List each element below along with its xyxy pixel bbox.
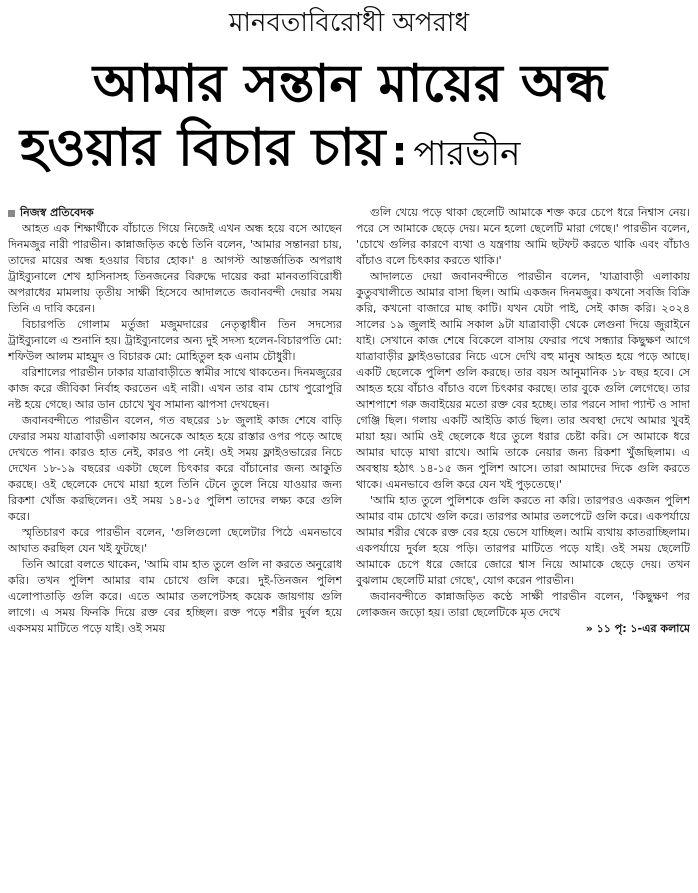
paragraph: গুলি খেয়ে পড়ে থাকা ছেলেটি আমাকে শক্ত করে চেপে ধরে নিশ্বাস নেয়। পরে সে আমাকে ছেড়ে দেয়। মনে হলো ছেলেটি মারা গেছে।' পারভীন বলেন, 'চোখে গুলির কারণে ব্যথা ও যন্ত্রণায় আমি ছটফট করতে থাকি এবং বাঁচাও বাঁচাও বলে চিৎকার করতে থাকি।' [356,206,690,267]
continuation-note: » ১১ পৃ: ১-এর কলামে [585,622,690,635]
byline-text: নিজস্ব প্রতিবেদক [20,206,94,219]
paragraph: জবানবন্দীতে কান্নাজড়িত কণ্ঠে সাক্ষী পারভীন বলেন, 'কিছুক্ষণ পর লোকজন জড়ো হয়। তারা ছেলেটিকে মৃত দেখে [356,590,690,619]
bullet-square-icon [8,210,15,217]
headline [10,52,690,186]
paragraph: আহত এক শিক্ষার্থীকে বাঁচাতে গিয়ে নিজেই এখন অন্ধ হয়ে বসে আছেন দিনমজুর নারী পারভীন। কান্নাজড়িত কণ্ঠে তিনি বলেন, 'আমার সন্তানরা চায়, তাদের মায়ের অন্ধ হওয়ার বিচার হোক।' ৪ আগস্ট আন্তর্জাতিক অপরাধ ট্রাইব্যুনালে শেখ হাসিনাসহ তিনজনের বিরুদ্ধে দায়ের করা মানবতাবিরোধী অপরাধের মামলায় তৃতীয় সাক্ষী হিসেবে আদালতে জবানবন্দী দেয়ার সময় তিনি এ দাবি করেন। [8,222,342,315]
paragraph: আদালতে দেয়া জবানবন্দীতে পারভীন বলেন, 'যাত্রাবাড়ী এলাকায় কুতুবখালীতে আমার বাসা ছিল। আমি একজন দিনমজুর। কখনো সবজি বিক্রি করি, কখনো বাজারে মাছ কাটি। যখন যেটা পাই, সেই কাজ করি। ২০২৪ সালের ১৯ জুলাই আমি সকাল ৯টা যাত্রাবাড়ী থেকে লেগুনা দিয়ে জুরাইনে যাই। সেখানে কাজ শেষে বিকেলে বাসায় ফেরার পথে সন্ধ্যার কিছুক্ষণ আগে যাত্রাবাড়ীর ফ্লাইওভারের নিচে এসে দেখি বহু মানুষ আহত হয়ে পড়ে আছে। একটি ছেলেকে পুলিশ গুলি করছে। তার বয়স আনুমানিক ১৮ বছর হবে। সে আহত হয়ে বাঁচাও বাঁচাও বলে চিৎকার করছে। তার বুকে গুলি লেগেছে। তার আশপাশে গরু জবাইয়ের মতো রক্ত বের হচ্ছে। তার পরনে সাদা প্যান্ট ও সাদা গেঞ্জি ছিল। গলায় একটি আইডি কার্ড ছিল। তার অবস্থা দেখে আমার খুবই মায়া হয়। আমি ওই ছেলেকে ধরে তুলে ধরার চেষ্টা করি। সে আমাকে ধরে আমার ঘাড়ে মাথা রাখে। আমি তাকে নেয়ার জন্য রিকশা খুঁজছিলাম। এ অবস্থায় হঠাৎ ১৪-১৫ জন পুলিশ আসে। তারা আমাদের দিকে গুলি করতে থাকে। এমনভাবে গুলি করে যেন খই পুড়তেছে।' [356,270,690,491]
byline [8,205,342,221]
paragraph: 'আমি হাত তুলে পুলিশকে গুলি করতে না করি। তারপরও একজন পুলিশ আমার বাম চোখে গুলি করে। তারপর আমার তলপেটে গুলি করে। একপর্যায়ে আমার শরীর থেকে রক্ত বের হয়ে ভেসে যাচ্ছিল। আমি ব্যথায় কাতরাচ্ছিলাম। একপর্যায়ে দুর্বল হয়ে পড়ি। তারপর মাটিতে পড়ে যাই। ওই সময় ছেলেটি আমাকে চেপে ধরে জোরে জোরে শ্বাস নিয়ে আমাকে ছেড়ে দেয়। তখন বুঝলাম ছেলেটি মারা গেছে', যোগ করেন পারভীন। [356,494,690,587]
article-body [8,205,690,887]
headline-line-2 [10,116,690,186]
headline-line-1: আমার সন্তান মায়ের অন্ধ [92,54,608,114]
paragraph: জবানবন্দীতে পারভীন বলেন, গত বছরের ১৮ জুলাই কাজ শেষে বাড়ি ফেরার সময় যাত্রাবাড়ী এলাকায় অনেকে আহত হয়ে রাস্তার ওপর পড়ে আছে দেখতে পান। কারও হাত নেই, কারও পা নেই। ওই সময় ফ্লাইওভারের নিচে দেখেন ১৮-১৯ বছরের একটা ছেলে চিৎকার করে বাঁচানোর জন্য আকুতি করছে। ওই ছেলেকে দেখে মায়া হলে তিনি টেনে তুলে নিয়ে যাওয়ার জন্য রিকশা খোঁজ করছিলেন। ওই সময় ১৪-১৫ পুলিশ তাদের লক্ষ্য করে গুলি করে। [8,414,342,523]
kicker: মানবতাবিরোধী অপরাধ [228,8,470,38]
paragraph: বিচারপতি গোলাম মর্তুজা মজুমদারের নেতৃত্বাধীন তিন সদস্যের ট্রাইব্যুনালে এ শুনানি হয়। ট্রাইব্যুনালের অন্য দুই সদস্য হলেন-বিচারপতি মো: শফিউল আলম মাহমুদ ও বিচারক মো: মোহিতুল হক এনাম চৌধুরী। [8,318,342,363]
headline-speaker: পারভীন [413,134,521,174]
paragraph: তিনি আরো বলতে থাকেন, 'আমি বাম হাত তুলে গুলি না করতে অনুরোধ করি। তখন পুলিশ আমার বাম চোখে গুলি করে। দুই-তিনজন পুলিশ এলোপাতাড়ি গুলি করে। এতে আমার তলপেটসহ কয়েক জায়গায় গুলি লাগে। এ সময় ফিনকি দিয়ে রক্ত বের হচ্ছিল। রক্ত পড়ে শরীর দুর্বল হয়ে একসময় মাটিতে পড়ে যাই। ওই সময় [8,558,342,635]
headline-colon: : [391,129,408,175]
paragraph: বরিশালের পারভীন ঢাকার যাত্রাবাড়ীতে স্বামীর সাথে থাকতেন। দিনমজুরের কাজ করে জীবিকা নির্বাহ করতেন এই নারী। এখন তার বাম চোখ পুরোপুরি নষ্ট হয়ে গেছে। আর ডান চোখে খুব সামান্য ঝাপসা দেখছেন। [8,366,342,411]
column-2 [356,205,690,887]
headline-line-2-text: হওয়ার বিচার চায় [20,118,386,178]
column-1 [8,205,342,887]
paragraph: স্মৃতিচারণ করে পারভীন বলেন, 'গুলিগুলো ছেলেটার পিঠে এমনভাবে আঘাত করছিল যেন খই ফুটছে।' [8,526,342,555]
